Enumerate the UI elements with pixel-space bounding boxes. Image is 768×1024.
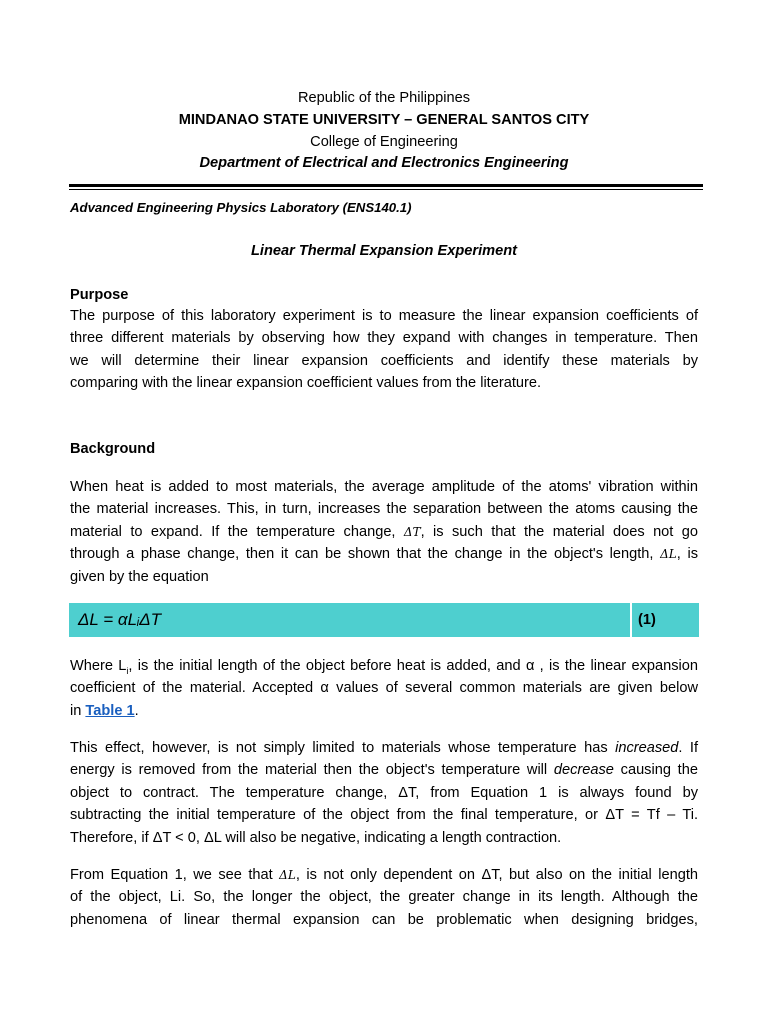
- background-paragraph: [70, 476, 698, 588]
- equation-bar: [69, 603, 699, 637]
- discussion-line: phenomena of linear thermal expansion can be problematic when designing bridges,: [70, 911, 698, 928]
- equation-1: ΔL = αLᵢΔT: [78, 610, 161, 629]
- background-line: material to expand. If the temperature change, ΔT, is such that the material does not go: [70, 523, 699, 540]
- purpose-line: three different materials by observing how they expand with changes in temperature. Then: [70, 330, 698, 347]
- college-name: College of Engineering: [310, 134, 458, 150]
- republic-line: Republic of the Philippines: [298, 90, 470, 106]
- course-title: Advanced Engineering Physics Laboratory (ENS140.1): [70, 200, 412, 215]
- background-line: When heat is added to most materials, the average amplitude of the atoms' vibration within: [70, 479, 698, 495]
- equation-divider: [630, 603, 632, 637]
- purpose-paragraph: [70, 305, 698, 395]
- effect-line: This effect, however, is not simply limited to materials whose temperature has increased. If: [70, 740, 699, 756]
- discussion-line: From Equation 1, we see that ΔL, is not only dependent on ΔT, but also on the initial length: [70, 867, 698, 883]
- experiment-title: Linear Thermal Expansion Experiment: [250, 243, 517, 259]
- background-line: through a phase change, then it can be shown that the change in the object's length, ΔL, is: [70, 546, 698, 563]
- discussion-line: of the object, Li. So, the longer the object, the greater change in its length. Although the: [70, 889, 698, 906]
- background-line: the material increases. This, in turn, increases the separation between the atoms causing the: [70, 501, 698, 518]
- where-paragraph: [70, 655, 698, 722]
- department-name: Department of Electrical and Electronics Engineering: [199, 155, 569, 171]
- purpose-line: The purpose of this laboratory experiment is to measure the linear expansion coefficients of: [70, 308, 698, 324]
- effect-line: Therefore, if ΔT < 0, ΔL will also be negative, indicating a length contraction.: [70, 829, 562, 846]
- purpose-line: we will determine their linear expansion coefficients and identify these materials by: [70, 352, 698, 369]
- delta-l-symbol: ΔL: [279, 868, 296, 882]
- background-heading: Background: [70, 441, 156, 457]
- header-rule-thin: [69, 189, 703, 190]
- where-line: coefficient of the material. Accepted α values of several common materials are given below: [70, 680, 698, 697]
- university-name: MINDANAO STATE UNIVERSITY – GENERAL SANTOS CITY: [178, 112, 590, 128]
- equation-number: (1): [638, 612, 656, 628]
- effect-line: energy is removed from the material then the object's temperature will decrease causing the: [70, 762, 698, 779]
- background-line: given by the equation: [70, 568, 209, 585]
- delta-l-symbol: ΔL: [660, 547, 677, 562]
- where-line: in Table 1.: [70, 702, 139, 719]
- effect-line: subtracting the initial temperature of the object from the final temperature, or ΔT = Tf – Ti.: [70, 807, 698, 824]
- header-rule-thick: [69, 184, 703, 187]
- delta-t-symbol: ΔT: [403, 524, 421, 539]
- table-1-link[interactable]: Table 1: [85, 702, 135, 719]
- effect-line: object to contract. The temperature change, ΔT, from Equation 1 is always found by: [70, 784, 698, 801]
- equation-discussion-paragraph: [70, 864, 698, 931]
- purpose-line: comparing with the linear expansion coefficient values from the literature.: [70, 375, 542, 392]
- effect-paragraph: [70, 737, 698, 849]
- where-line: Where $L_i$, is the initial length of the object before heat is added, and α , is the linear expansion: [70, 658, 698, 676]
- purpose-heading: Purpose: [70, 287, 129, 303]
